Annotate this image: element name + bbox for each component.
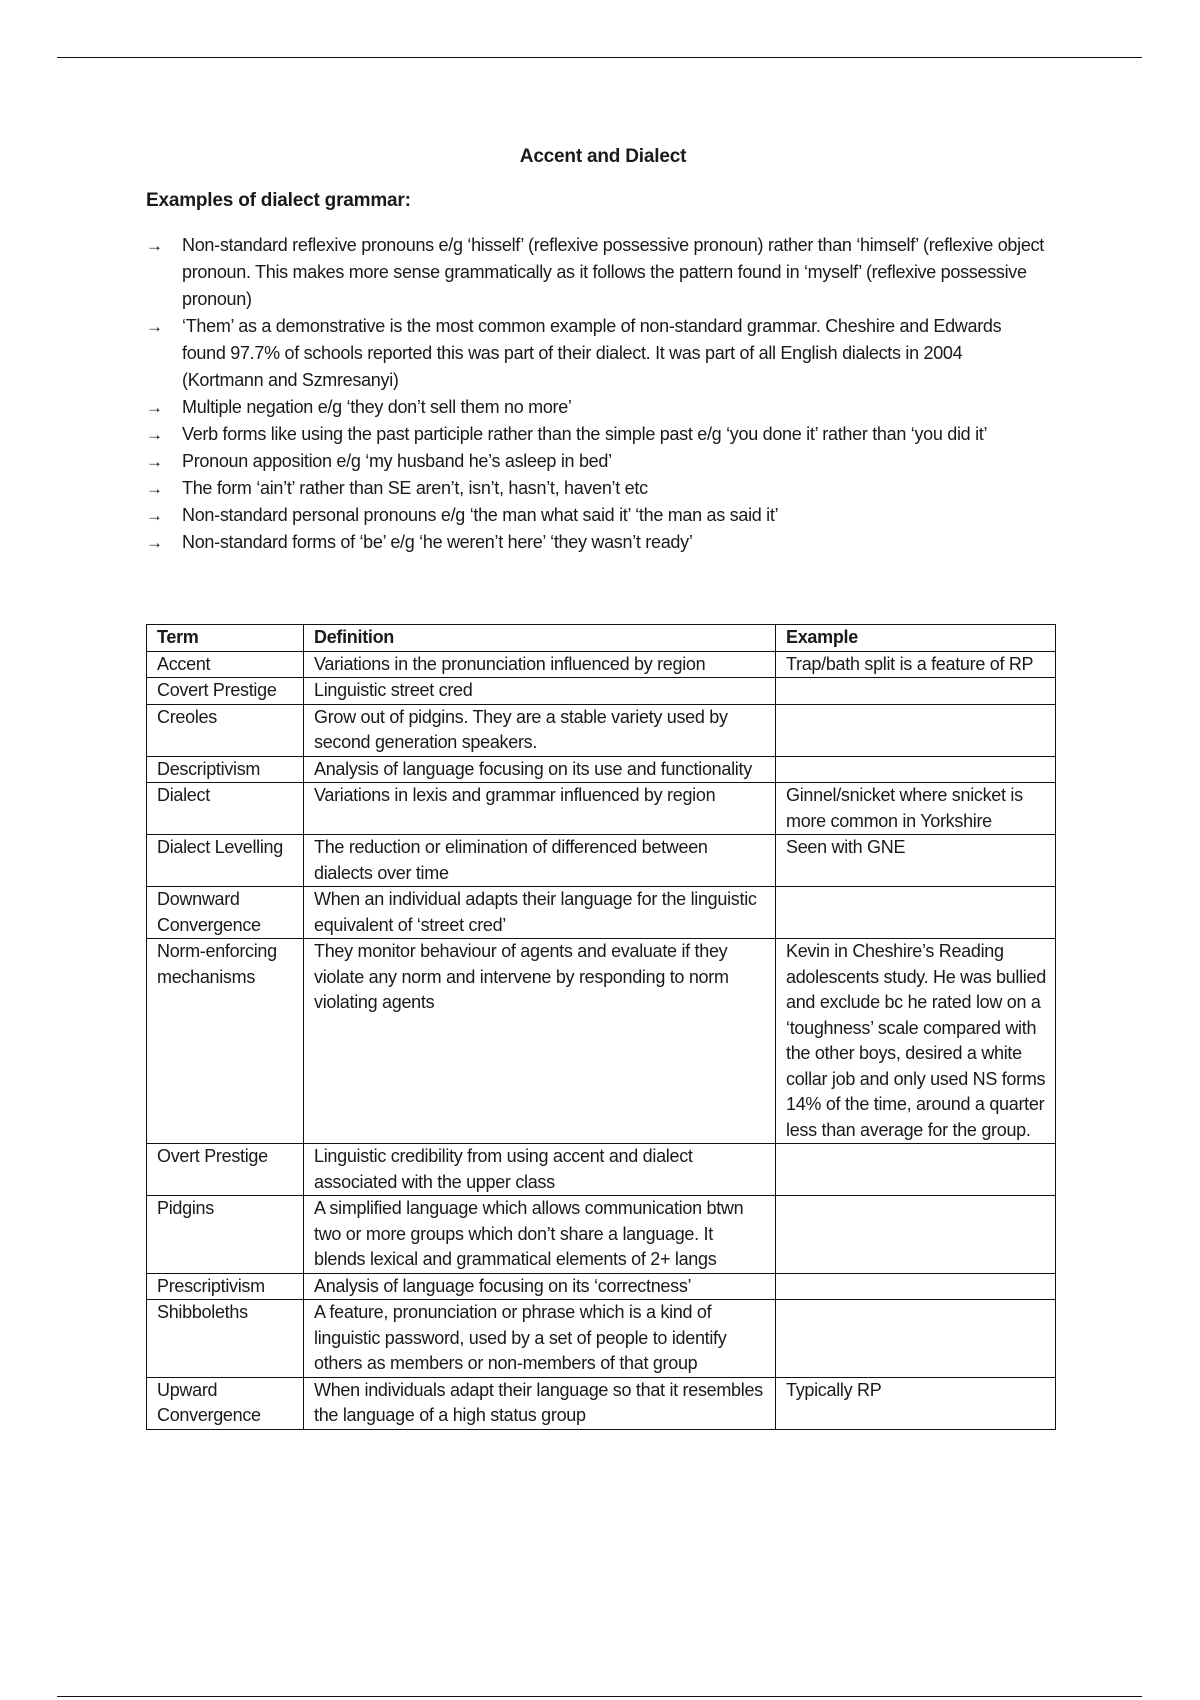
list-item — [146, 475, 1046, 502]
table-row — [147, 1377, 1056, 1429]
definition-cell: Analysis of language focusing on its use and functionality — [304, 756, 776, 783]
definition-cell: A simplified language which allows communication btwn two or more groups which don’t share a language. It blends lexical and grammatical elements of 2+ langs — [304, 1196, 776, 1274]
glossary-table — [146, 624, 1056, 1430]
example-cell — [776, 678, 1056, 705]
term-cell: Accent — [147, 651, 304, 678]
term-cell: Covert Prestige — [147, 678, 304, 705]
term-cell: Prescriptivism — [147, 1273, 304, 1300]
example-cell — [776, 756, 1056, 783]
table-row — [147, 678, 1056, 705]
term-cell: Dialect Levelling — [147, 835, 304, 887]
definition-cell: Linguistic street cred — [304, 678, 776, 705]
list-item-text: The form ‘ain’t’ rather than SE aren’t, isn’t, hasn’t, haven’t etc — [182, 478, 648, 498]
grammar-examples-list — [146, 232, 1046, 556]
table-row — [147, 704, 1056, 756]
definition-cell: Analysis of language focusing on its ‘correctness’ — [304, 1273, 776, 1300]
table-row — [147, 651, 1056, 678]
definition-cell: Grow out of pidgins. They are a stable variety used by second generation speakers. — [304, 704, 776, 756]
table-row — [147, 1273, 1056, 1300]
definition-cell: The reduction or elimination of differenced between dialects over time — [304, 835, 776, 887]
definition-cell: A feature, pronunciation or phrase which is a kind of linguistic password, used by a set of people to identify others as members or non-members of that group — [304, 1300, 776, 1378]
list-item-text: Pronoun apposition e/g ‘my husband he’s asleep in bed’ — [182, 451, 612, 471]
table-row — [147, 756, 1056, 783]
definition-cell: When an individual adapts their language for the linguistic equivalent of ‘street cred’ — [304, 887, 776, 939]
table-header-row — [147, 625, 1056, 652]
page-title: Accent and Dialect — [519, 146, 687, 167]
example-cell — [776, 1300, 1056, 1378]
table-row — [147, 1300, 1056, 1378]
list-item — [146, 421, 1046, 448]
header-term: Term — [147, 625, 304, 652]
definition-cell: They monitor behaviour of agents and evaluate if they violate any norm and intervene by responding to norm violating agents — [304, 939, 776, 1144]
header-example: Example — [776, 625, 1056, 652]
list-item-text: Non-standard forms of ‘be’ e/g ‘he weren’t here’ ‘they wasn’t ready’ — [182, 532, 693, 552]
list-item — [146, 529, 1046, 556]
example-cell: Seen with GNE — [776, 835, 1056, 887]
example-cell: Typically RP — [776, 1377, 1056, 1429]
example-cell: Ginnel/snicket where snicket is more common in Yorkshire — [776, 783, 1056, 835]
example-cell — [776, 1273, 1056, 1300]
definition-cell: When individuals adapt their language so that it resembles the language of a high status group — [304, 1377, 776, 1429]
example-cell: Kevin in Cheshire’s Reading adolescents study. He was bullied and exclude bc he rated low on a ‘toughness’ scale compared with the other boys, desired a white collar job and only used NS forms 14% of the time, around a quarter less than average for the group. — [776, 939, 1056, 1144]
example-cell — [776, 1144, 1056, 1196]
arrow-bullet-icon: → — [146, 452, 163, 471]
example-cell — [776, 704, 1056, 756]
term-cell: Descriptivism — [147, 756, 304, 783]
arrow-bullet-icon: → — [146, 479, 163, 498]
list-item — [146, 232, 1046, 313]
definition-cell: Variations in the pronunciation influenced by region — [304, 651, 776, 678]
example-cell — [776, 1196, 1056, 1274]
term-cell: Dialect — [147, 783, 304, 835]
definition-cell: Variations in lexis and grammar influenced by region — [304, 783, 776, 835]
list-item-text: Multiple negation e/g ‘they don’t sell them no more’ — [182, 397, 572, 417]
arrow-bullet-icon: → — [146, 425, 163, 444]
table-row — [147, 1144, 1056, 1196]
term-cell: Creoles — [147, 704, 304, 756]
term-cell: Pidgins — [147, 1196, 304, 1274]
definition-cell: Linguistic credibility from using accent and dialect associated with the upper class — [304, 1144, 776, 1196]
term-cell: Downward Convergence — [147, 887, 304, 939]
term-cell: Shibboleths — [147, 1300, 304, 1378]
arrow-bullet-icon: → — [146, 398, 163, 417]
arrow-bullet-icon: → — [146, 533, 163, 552]
example-cell: Trap/bath split is a feature of RP — [776, 651, 1056, 678]
header-definition: Definition — [304, 625, 776, 652]
example-cell — [776, 887, 1056, 939]
table-row — [147, 939, 1056, 1144]
list-item-text: Non-standard personal pronouns e/g ‘the man what said it’ ‘the man as said it’ — [182, 505, 779, 525]
list-item — [146, 448, 1046, 475]
arrow-bullet-icon: → — [146, 506, 163, 525]
section-heading: Examples of dialect grammar: — [146, 190, 411, 211]
table-row — [147, 1196, 1056, 1274]
term-cell: Overt Prestige — [147, 1144, 304, 1196]
header-rule — [57, 57, 1142, 58]
arrow-bullet-icon: → — [146, 236, 163, 255]
table-row — [147, 783, 1056, 835]
list-item — [146, 502, 1046, 529]
term-cell: Norm-enforcing mechanisms — [147, 939, 304, 1144]
table-row — [147, 835, 1056, 887]
arrow-bullet-icon: → — [146, 317, 163, 336]
list-item — [146, 394, 1046, 421]
term-cell: Upward Convergence — [147, 1377, 304, 1429]
list-item-text: Non-standard reflexive pronouns e/g ‘hisself’ (reflexive possessive pronoun) rather than ‘himself’ (reflexive object pronoun. This makes more sense grammatically as it follows the pattern found in ‘myself’ (reflexive possessive pronoun) — [182, 235, 1044, 309]
footer-rule — [57, 1696, 1142, 1697]
list-item — [146, 313, 1046, 394]
list-item-text: ‘Them’ as a demonstrative is the most common example of non-standard grammar. Cheshire and Edwards found 97.7% of schools reported this was part of their dialect. It was part of all English dialects in 2004 (Kortmann and Szmresanyi) — [182, 316, 1002, 390]
list-item-text: Verb forms like using the past participle rather than the simple past e/g ‘you done it’ rather than ‘you did it’ — [182, 424, 988, 444]
table-row — [147, 887, 1056, 939]
